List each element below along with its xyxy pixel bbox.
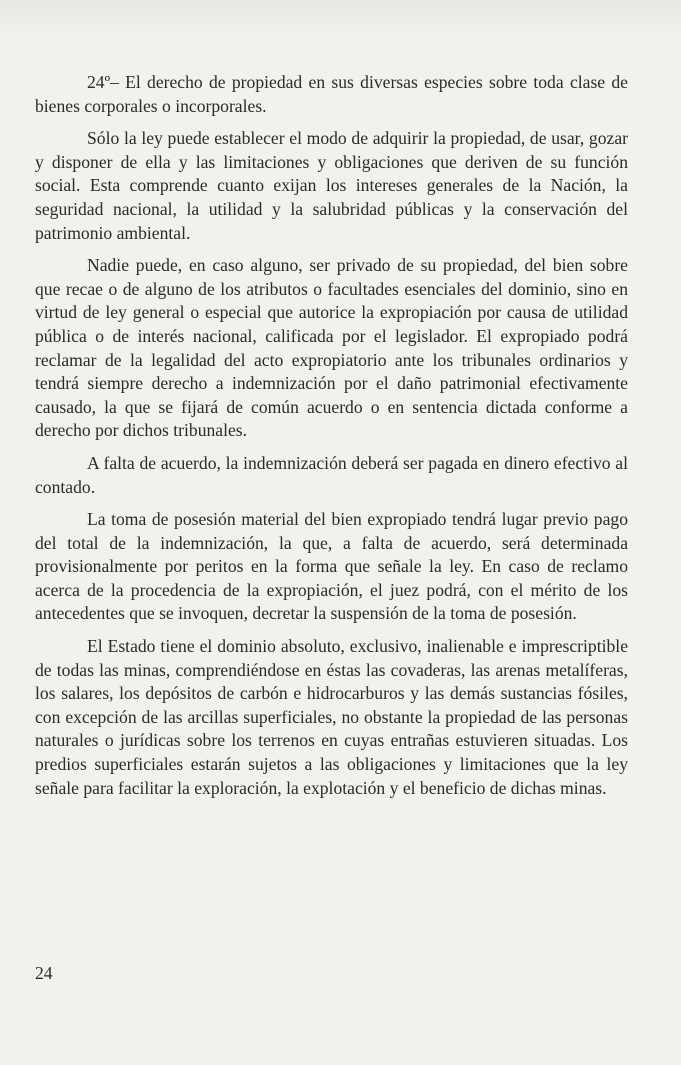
paragraph-4: A falta de acuerdo, la indemnización deberá ser pagada en dinero efectivo al contado.	[35, 452, 628, 497]
page-edge-shadow	[0, 0, 681, 40]
article-body	[35, 71, 628, 800]
paragraph-2: Sólo la ley puede establecer el modo de adquirir la propiedad, de usar, gozar y disponer de ella y las limitaciones y obligaciones que deriven de su función social. Esta comprende cuanto exijan los intereses generales de la Nación, la seguridad nacional, la utilidad y la salubridad públicas y la conservación del patrimonio ambiental.	[35, 128, 628, 243]
paragraph-6: El Estado tiene el dominio absoluto, exclusivo, inalienable e imprescriptible de todas las minas, comprendiéndose en éstas las covaderas, las arenas metalíferas, los salares, los depósitos de carbón e hidrocarburos y las demás sustancias fósiles, con excepción de las arcillas superficiales, no obstante la propiedad de las personas naturales o jurídicas sobre los terrenos en cuyas entrañas estuvieren situadas. Los predios superficiales estarán sujetos a las obligaciones y limitaciones que la ley señale para facilitar la exploración, la explotación y el beneficio de dichas minas.	[35, 636, 628, 798]
paragraph-1: 24º– El derecho de propiedad en sus diversas especies sobre toda clase de bienes corporales o incorporales.	[35, 72, 628, 116]
paragraph-3: Nadie puede, en caso alguno, ser privado de su propiedad, del bien sobre que recae o de alguno de los atributos o facultades esenciales del dominio, sino en virtud de ley general o especial que autorice la expropiación por causa de utilidad pública o de interés nacional, calificada por el legislador. El expropiado podrá reclamar de la legalidad del acto expropiatorio ante los tribunales ordinarios y tendrá siempre derecho a indemnización por el daño patrimonial efectivamente causado, la que se fijará de común acuerdo o en sentencia dictada conforme a derecho por dichos tribunales.	[35, 255, 628, 441]
paragraph-5: La toma de posesión material del bien expropiado tendrá lugar previo pago del total de la indemnización, la que, a falta de acuerdo, será determinada provisionalmente por peritos en la forma que señale la ley. En caso de reclamo acerca de la procedencia de la expropiación, el juez podrá, con el mérito de los antecedentes que se invoquen, decretar la suspensión de la toma de posesión.	[35, 509, 628, 624]
page-number: 24	[35, 963, 53, 983]
